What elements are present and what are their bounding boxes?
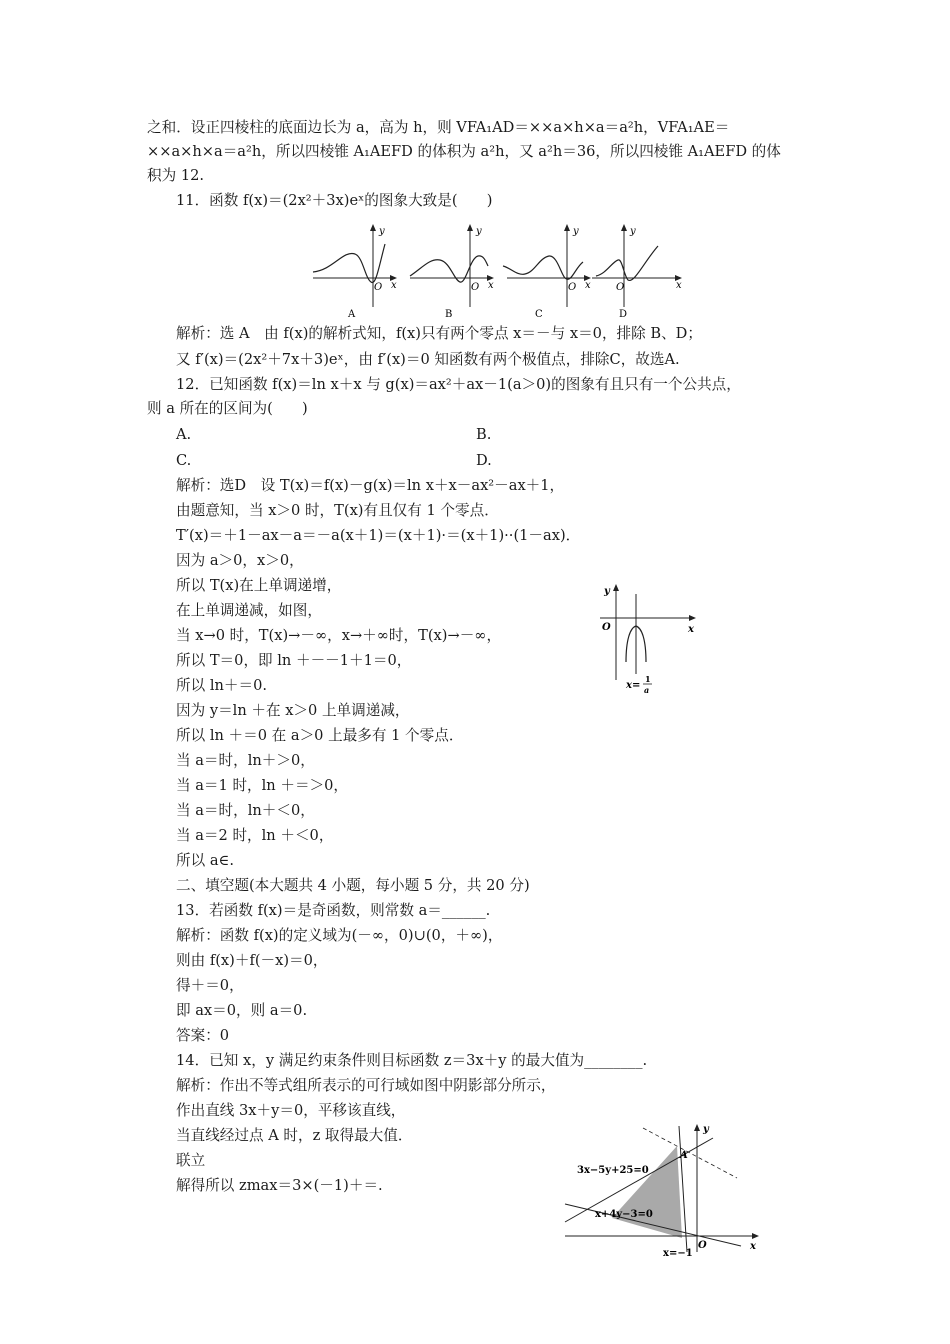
option-label-d: D — [619, 309, 628, 320]
text-line: 解得所以 zmax＝3×(－1)＋＝. — [176, 1177, 383, 1194]
choice-d: D. — [476, 452, 492, 469]
svg-text:y: y — [573, 226, 579, 237]
line2-label: x+4y−3=0 — [595, 1209, 653, 1220]
text-line: 即 ax＝0，则 a＝0. — [176, 1002, 308, 1019]
svg-text:O: O — [471, 282, 480, 293]
svg-text:O: O — [568, 282, 577, 293]
text-line: 则由 f(x)＋f(－x)＝0， — [176, 952, 328, 969]
text-line: 由题意知，当 x＞0 时，T(x)有且仅有 1 个零点． — [176, 502, 499, 519]
svg-text:y: y — [604, 586, 610, 597]
text-line: 所以 T＝0，即 ln ＋－－1＋1＝0， — [176, 652, 412, 669]
graph-option-b — [410, 224, 494, 320]
text-line: ××a×h×a＝a²h，所以四棱锥 A₁AEFD 的体积为 a²h，又 a²h＝36，所以四棱锥 A₁AEFD 的体 — [147, 143, 781, 160]
text-line: 当 a＝时，ln＋＜0， — [176, 802, 315, 819]
text-line: 联立 — [176, 1152, 206, 1169]
text-line: 则 a 所在的区间为( ) — [147, 400, 308, 417]
graph-options-figure — [305, 222, 685, 322]
svg-text:O: O — [374, 282, 383, 293]
svg-text:O: O — [698, 1240, 707, 1251]
svg-text:y: y — [630, 226, 636, 237]
feasible-region-figure — [565, 1118, 765, 1258]
text-line: 当 a＝时，ln＋＞0， — [176, 752, 315, 769]
svg-text:O: O — [602, 622, 611, 633]
svg-text:x: x — [750, 1241, 756, 1252]
svg-text:y: y — [476, 226, 482, 237]
line3-label: x=−1 — [663, 1248, 693, 1259]
text-line: 所以 T(x)在上单调递增， — [176, 577, 342, 594]
text-line: T′(x)＝＋1－ax－a＝－a(x＋1)＝(x＋1)·＝(x＋1)··(1－ax)． — [176, 527, 581, 544]
text-line: 因为 a＞0，x＞0， — [176, 552, 304, 569]
option-label-a: A — [348, 309, 356, 320]
answer-line: 答案：0 — [176, 1027, 230, 1044]
text-line: 在上单调递减，如图， — [176, 602, 322, 619]
text-line: 当 x→0 时，T(x)→－∞，x→＋∞时，T(x)→－∞， — [176, 627, 502, 644]
svg-text:x: x — [688, 624, 694, 635]
svg-text:y: y — [703, 1124, 709, 1135]
svg-text:x: x — [585, 280, 591, 291]
option-label-b: B — [445, 309, 453, 320]
graph-option-a — [313, 224, 397, 320]
shaded-region — [612, 1146, 682, 1238]
graph-option-c — [503, 224, 591, 320]
text-line: 解析：作出不等式组所表示的可行域如图中阴影部分所示， — [176, 1077, 556, 1094]
choice-c: C. — [176, 452, 192, 469]
text-line: 解析：选D 设 T(x)＝f(x)－g(x)＝ln x＋x－ax²－ax＋1， — [176, 477, 565, 494]
svg-text:x: x — [391, 280, 397, 291]
svg-text:y: y — [379, 226, 385, 237]
text-line: 当直线经过点 A 时，z 取得最大值． — [176, 1127, 413, 1144]
text-line: 作出直线 3x＋y＝0，平移该直线， — [176, 1102, 406, 1119]
text-line: 得＋＝0， — [176, 977, 244, 994]
text-line: 当 a＝1 时，ln ＋＝＞0， — [176, 777, 349, 794]
option-label-c: C — [535, 309, 543, 320]
tx-graph-figure — [596, 580, 706, 695]
choice-a: A. — [176, 426, 192, 443]
text-line: 所以 ln ＋＝0 在 a＞0 上最多有 1 个零点． — [176, 727, 464, 744]
text-line: 之和．设正四棱柱的底面边长为 a，高为 h，则 VFA₁AD＝××a×h×a＝a²h，VFA₁AE＝ — [147, 119, 730, 136]
question-13: 13．若函数 f(x)＝是奇函数，则常数 a＝______. — [176, 902, 491, 919]
text-line: 解析：函数 f(x)的定义域为(－∞，0)∪(0，＋∞)， — [176, 927, 503, 944]
svg-text:1: 1 — [645, 674, 651, 684]
question-12: 12．已知函数 f(x)＝ln x＋x 与 g(x)＝ax²＋ax－1(a＞0)的图象有且只有一个公共点， — [176, 376, 741, 393]
text-line: 解析：选 A 由 f(x)的解析式知，f(x)只有两个零点 x＝－与 x＝0，排除 B、D； — [176, 325, 702, 342]
question-14: 14．已知 x，y 满足约束条件则目标函数 z＝3x＋y 的最大值为________. — [176, 1052, 648, 1069]
choice-b: B. — [476, 426, 492, 443]
text-line: 因为 y＝ln ＋在 x＞0 上单调递减， — [176, 702, 410, 719]
text-line: 又 f′(x)＝(2x²＋7x＋3)eˣ，由 f′(x)＝0 知函数有两个极值点，排除C，故选A. — [176, 351, 680, 368]
svg-text:a: a — [644, 685, 650, 695]
svg-text:x: x — [676, 280, 682, 291]
svg-text:x: x — [488, 280, 494, 291]
section-heading: 二、填空题(本大题共 4 小题，每小题 5 分，共 20 分) — [176, 877, 530, 894]
text-line: 所以 a∈. — [176, 852, 234, 869]
point-a-label: A — [680, 1150, 688, 1161]
text-line: 当 a＝2 时，ln ＋＜0， — [176, 827, 334, 844]
graph-option-d — [592, 224, 682, 320]
question-11: 11．函数 f(x)＝(2x²＋3x)eˣ的图象大致是( ) — [176, 192, 493, 209]
svg-text:O: O — [616, 282, 625, 293]
text-line: 积为 12. — [147, 167, 205, 184]
asymptote-label: x= — [626, 680, 641, 691]
text-line: 所以 ln＋＝0. — [176, 677, 268, 694]
line1-label: 3x−5y+25=0 — [577, 1165, 649, 1176]
